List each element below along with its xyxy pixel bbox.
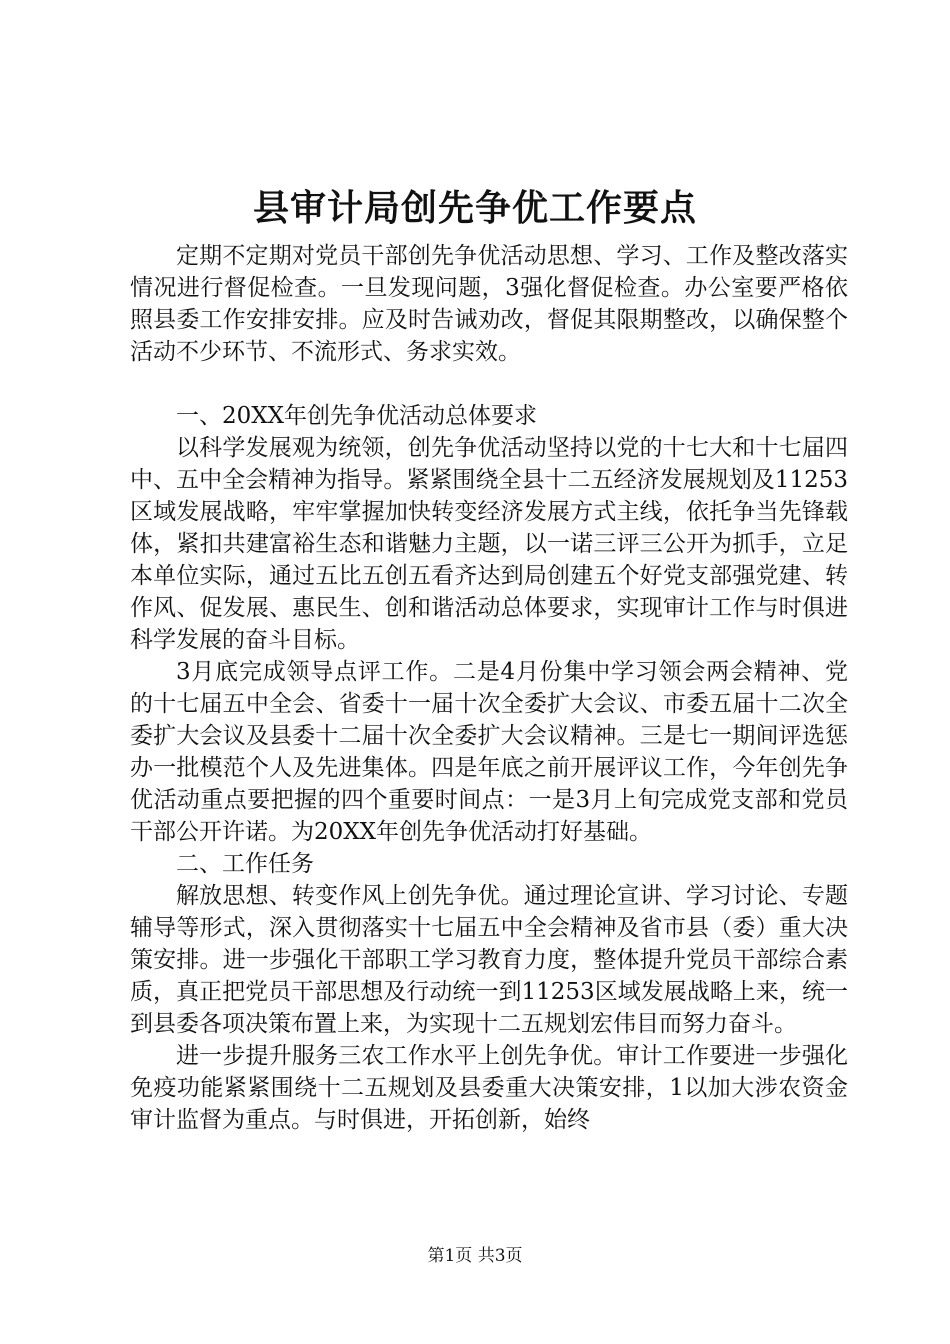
document-body: [130, 240, 848, 1136]
section-heading-1: 一、20XX年创先争优活动总体要求: [176, 403, 538, 429]
document-title: 县审计局创先争优工作要点: [252, 187, 697, 229]
page-number-footer: 第1页 共3页: [427, 1246, 523, 1266]
paragraph-timeline: 3月底完成领导点评工作。二是4月份集中学习领会两会精神、党的十七届五中全会、省委十一届十次全委扩大会议、市委五届十二次全委扩大会议及县委十二届十次全委扩大会议精神。三是七一期间评选惩办一批模范个人及先进集体。四是年底之前开展评议工作，今年创先争优活动重点要把握的四个重要时间点：一是3月上旬完成党支部和党员干部公开许诺。为20XX年创先争优活动打好基础。: [130, 659, 848, 845]
paragraph-task-2: 进一步提升服务三农工作水平上创先争优。审计工作要进一步强化免疫功能紧紧围绕十二五规划及县委重大决策安排，1以加大涉农资金审计监督为重点。与时俱进，开拓创新，始终: [130, 1043, 848, 1133]
section-heading-2: 二、工作任务: [176, 851, 314, 877]
paragraph-intro: 定期不定期对党员干部创先争优活动思想、学习、工作及整改落实情况进行督促检查。一旦发现问题，3强化督促检查。办公室要严格依照县委工作安排安排。应及时告诫劝改，督促其限期整改，以确保整个活动不少环节、不流形式、务求实效。: [130, 243, 848, 365]
paragraph-task-1: 解放思想、转变作风上创先争优。通过理论宣讲、学习讨论、专题辅导等形式，深入贯彻落实十七届五中全会精神及省市县（委）重大决策安排。进一步强化干部职工学习教育力度，整体提升党员干部综合素质，真正把党员干部思想及行动统一到11253区域发展战略上来，统一到县委各项决策布置上来，为实现十二五规划宏伟目而努力奋斗。: [130, 883, 848, 1037]
paragraph-overall-requirements: 以科学发展观为统领，创先争优活动坚持以党的十七大和十七届四中、五中全会精神为指导。紧紧围绕全县十二五经济发展规划及11253区域发展战略，牢牢掌握加快转变经济发展方式主线，依托争当先锋载体，紧扣共建富裕生态和谐魅力主题，以一诺三评三公开为抓手，立足本单位实际，通过五比五创五看齐达到局创建五个好党支部强党建、转作风、促发展、惠民生、创和谐活动总体要求，实现审计工作与时俱进科学发展的奋斗目标。: [130, 435, 848, 653]
